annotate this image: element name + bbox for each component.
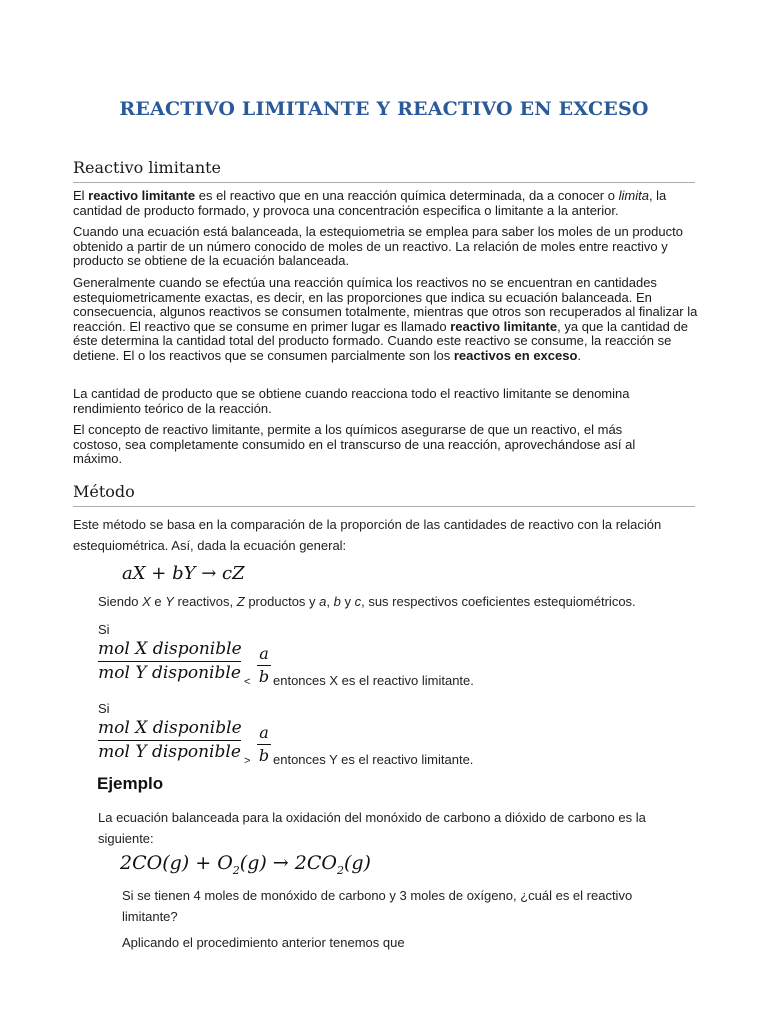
bold-term: reactivo limitante bbox=[88, 188, 196, 203]
fraction-numerator: a bbox=[259, 723, 269, 742]
section-heading-reactivo-limitante: Reactivo limitante bbox=[73, 158, 695, 183]
fraction-bar bbox=[257, 665, 271, 666]
paragraph-example-intro: La ecuación balanceada para la oxidación del monóxido de carbono a dióxido de carbono es la siguiente: bbox=[98, 810, 646, 846]
var: c bbox=[354, 594, 362, 609]
italic-term: limita bbox=[618, 188, 649, 203]
section-heading-metodo: Método bbox=[73, 482, 695, 507]
paragraph-siendo bbox=[98, 591, 718, 612]
paragraph-method-intro: Este método se basa en la comparación de la proporción de las cantidades de reactivo con la relación estequiométrica. Así, dada la ecuación general: bbox=[73, 517, 662, 553]
text: , bbox=[326, 594, 334, 609]
label-si-1: Si bbox=[98, 622, 110, 637]
fraction-mol-ratio-1 bbox=[98, 639, 241, 683]
text: reactivos, bbox=[173, 594, 237, 609]
text: . bbox=[577, 347, 582, 363]
subscript: 2 bbox=[232, 863, 240, 877]
text: , sus respectivos coeficientes estequiométricos. bbox=[361, 594, 636, 609]
paragraph-definition bbox=[73, 189, 699, 218]
var: b bbox=[333, 594, 341, 609]
var: a bbox=[319, 594, 327, 609]
example-heading: Ejemplo bbox=[97, 774, 164, 793]
text: (g) → 2CO bbox=[239, 852, 337, 874]
fraction-numerator: mol X disponible bbox=[98, 718, 242, 738]
fraction-bar bbox=[98, 661, 241, 662]
result-y-limitante: entonces Y es el reactivo limitante. bbox=[273, 752, 474, 767]
text: es el reactivo que en una reacción química determinada, da a conocer o bbox=[195, 188, 619, 203]
paragraph-general bbox=[73, 276, 699, 364]
fraction-a-over-b-2 bbox=[257, 724, 271, 765]
bold-term: reactivos en exceso bbox=[453, 347, 578, 363]
fraction-numerator: mol X disponible bbox=[98, 639, 242, 659]
result-x-limitante: entonces X es el reactivo limitante. bbox=[273, 673, 474, 688]
paragraph-example-procedure: Aplicando el procedimiento anterior tenemos que bbox=[122, 935, 405, 950]
fraction-denominator: b bbox=[258, 667, 270, 686]
text: y bbox=[340, 594, 355, 609]
paragraph-concept: El concepto de reactivo limitante, permite a los químicos asegurarse de que un reactivo, el más costoso, sea completamente consumido en el transcurso de una reacción, aprovechándose así al máximo. bbox=[73, 422, 636, 467]
fraction-bar bbox=[257, 744, 271, 745]
bold-term: reactivo limitante bbox=[450, 318, 558, 334]
paragraph-theoretical-yield: La cantidad de producto que se obtiene cuando reacciona todo el reactivo limitante se denomina rendimiento teórico de la reacción. bbox=[73, 386, 630, 416]
fraction-mol-ratio-2 bbox=[98, 718, 241, 762]
fraction-denominator: mol Y disponible bbox=[98, 663, 241, 683]
paragraph-example-question: Si se tienen 4 moles de monóxido de carbono y 3 moles de oxígeno, ¿cuál es el reactivo limitante? bbox=[122, 888, 633, 924]
var: Y bbox=[165, 594, 174, 609]
text: , ya que la cantidad de éste determina la cantidad total del producto formado. Cuando este reactivo se consume, la reacción se detiene. El o los reactivos que se consumen parcialmente son los bbox=[73, 318, 688, 363]
var: X bbox=[142, 594, 151, 609]
example-equation bbox=[120, 852, 371, 877]
text: e bbox=[150, 594, 166, 609]
less-than-sign: < bbox=[244, 676, 251, 688]
label-si-2: Si bbox=[98, 701, 110, 716]
text: 2CO(g) + O bbox=[120, 852, 233, 874]
fraction-denominator: b bbox=[258, 746, 270, 765]
text: Siendo bbox=[98, 594, 143, 609]
general-equation: aX + bY → cZ bbox=[122, 563, 245, 584]
greater-than-sign: > bbox=[244, 755, 251, 767]
paragraph-balanced-equation: Cuando una ecuación está balanceada, la estequiometria se emplea para saber los moles de un producto obtenido a partir de un número conocido de moles de un reactivo. La relación de moles entre reactivo y producto se obtiene de la ecuación balanceada. bbox=[73, 224, 683, 269]
fraction-a-over-b-1 bbox=[257, 645, 271, 686]
document-title: REACTIVO LIMITANTE Y REACTIVO EN EXCESO bbox=[119, 98, 649, 120]
text: productos y bbox=[244, 594, 320, 609]
text: El bbox=[73, 188, 89, 203]
text: , la cantidad de producto formado, y provoca una concentración especifica o limitante a la anterior. bbox=[73, 188, 667, 218]
var: Z bbox=[236, 594, 245, 609]
subscript: 2 bbox=[336, 863, 344, 877]
text: Generalmente cuando se efectúa una reacción química los reactivos no se encuentran en cantidades estequiometricamente exactas, es decir, en las proporciones que indica su ecuación balanceada. En consecuencia, algunos reactivos se consumen totalmente, mientras que otros son recuperados al finalizar la reacción. El reactivo que se consume en primer lugar es llamado bbox=[73, 275, 698, 334]
text: (g) bbox=[343, 852, 371, 874]
fraction-numerator: a bbox=[259, 644, 269, 663]
fraction-bar bbox=[98, 740, 241, 741]
fraction-denominator: mol Y disponible bbox=[98, 742, 241, 762]
